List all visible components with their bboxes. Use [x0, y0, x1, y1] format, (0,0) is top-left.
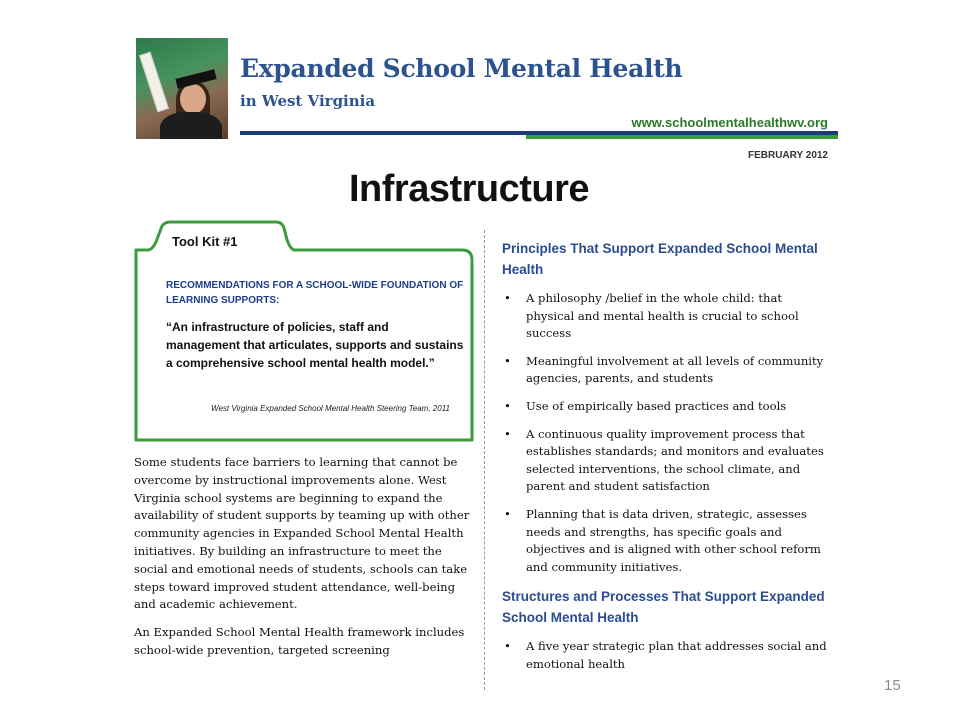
- toolkit-heading: RECOMMENDATIONS FOR A SCHOOL-WIDE FOUNDATION OF LEARNING SUPPORTS:: [166, 280, 464, 306]
- intro-text: [134, 454, 470, 670]
- graduate-photo: [136, 38, 228, 139]
- slide-page-number: 15: [884, 677, 901, 694]
- list-item: • Use of empirically based practices and tools: [502, 398, 832, 416]
- list-item: • Planning that is data driven, strategic, assesses needs and strengths, has specific goals and objectives and is aligned with other school reform and community initiatives.: [502, 506, 832, 576]
- toolkit-attribution: West Virginia Expanded School Mental Health Steering Team, 2011: [211, 404, 450, 413]
- page-title: Infrastructure: [349, 168, 590, 210]
- newsletter-subtitle: in West Virginia: [240, 92, 376, 110]
- website-link[interactable]: www.schoolmentalhealthwv.org: [631, 115, 828, 130]
- list-item: • A philosophy /belief in the whole child: that physical and mental health is crucial to school success: [502, 290, 832, 343]
- intro-paragraph: An Expanded School Mental Health framework includes school-wide prevention, targeted screening: [134, 625, 465, 657]
- newsletter-title: Expanded School Mental Health: [240, 54, 683, 83]
- right-column: [502, 238, 832, 684]
- toolkit-tab-label: Tool Kit #1: [172, 234, 238, 249]
- column-divider: [484, 230, 485, 690]
- toolkit-quote: “An infrastructure of policies, staff and management that articulates, supports and sustains a comprehensive school mental health model.”: [166, 320, 464, 370]
- structures-list: [502, 638, 832, 673]
- list-item: • A five year strategic plan that addresses social and emotional health: [502, 638, 832, 673]
- toolkit-box: [134, 220, 476, 444]
- list-item: • Meaningful involvement at all levels of community agencies, parents, and students: [502, 353, 832, 388]
- header-rule-green: [526, 135, 838, 139]
- structures-heading: Structures and Processes That Support Expanded School Mental Health: [502, 589, 825, 626]
- principles-list: [502, 290, 832, 576]
- document-page: [134, 38, 840, 690]
- list-item: • A continuous quality improvement process that establishes standards; and monitors and evaluates selected interventions, the school climate, and parent and student satisfaction: [502, 426, 832, 496]
- intro-paragraph: Some students face barriers to learning that cannot be overcome by instructional improvements alone. West Virginia school systems are beginning to expand the availability of student supports by teaming up with other community agencies in Expanded School Mental Health initiatives. By building an infrastructure to meet the social and emotional needs of students, schools can take steps toward improved student attendance, well-being and academic achievement.: [134, 455, 470, 612]
- principles-heading: Principles That Support Expanded School Mental Health: [502, 241, 818, 277]
- issue-date: FEBRUARY 2012: [747, 150, 828, 161]
